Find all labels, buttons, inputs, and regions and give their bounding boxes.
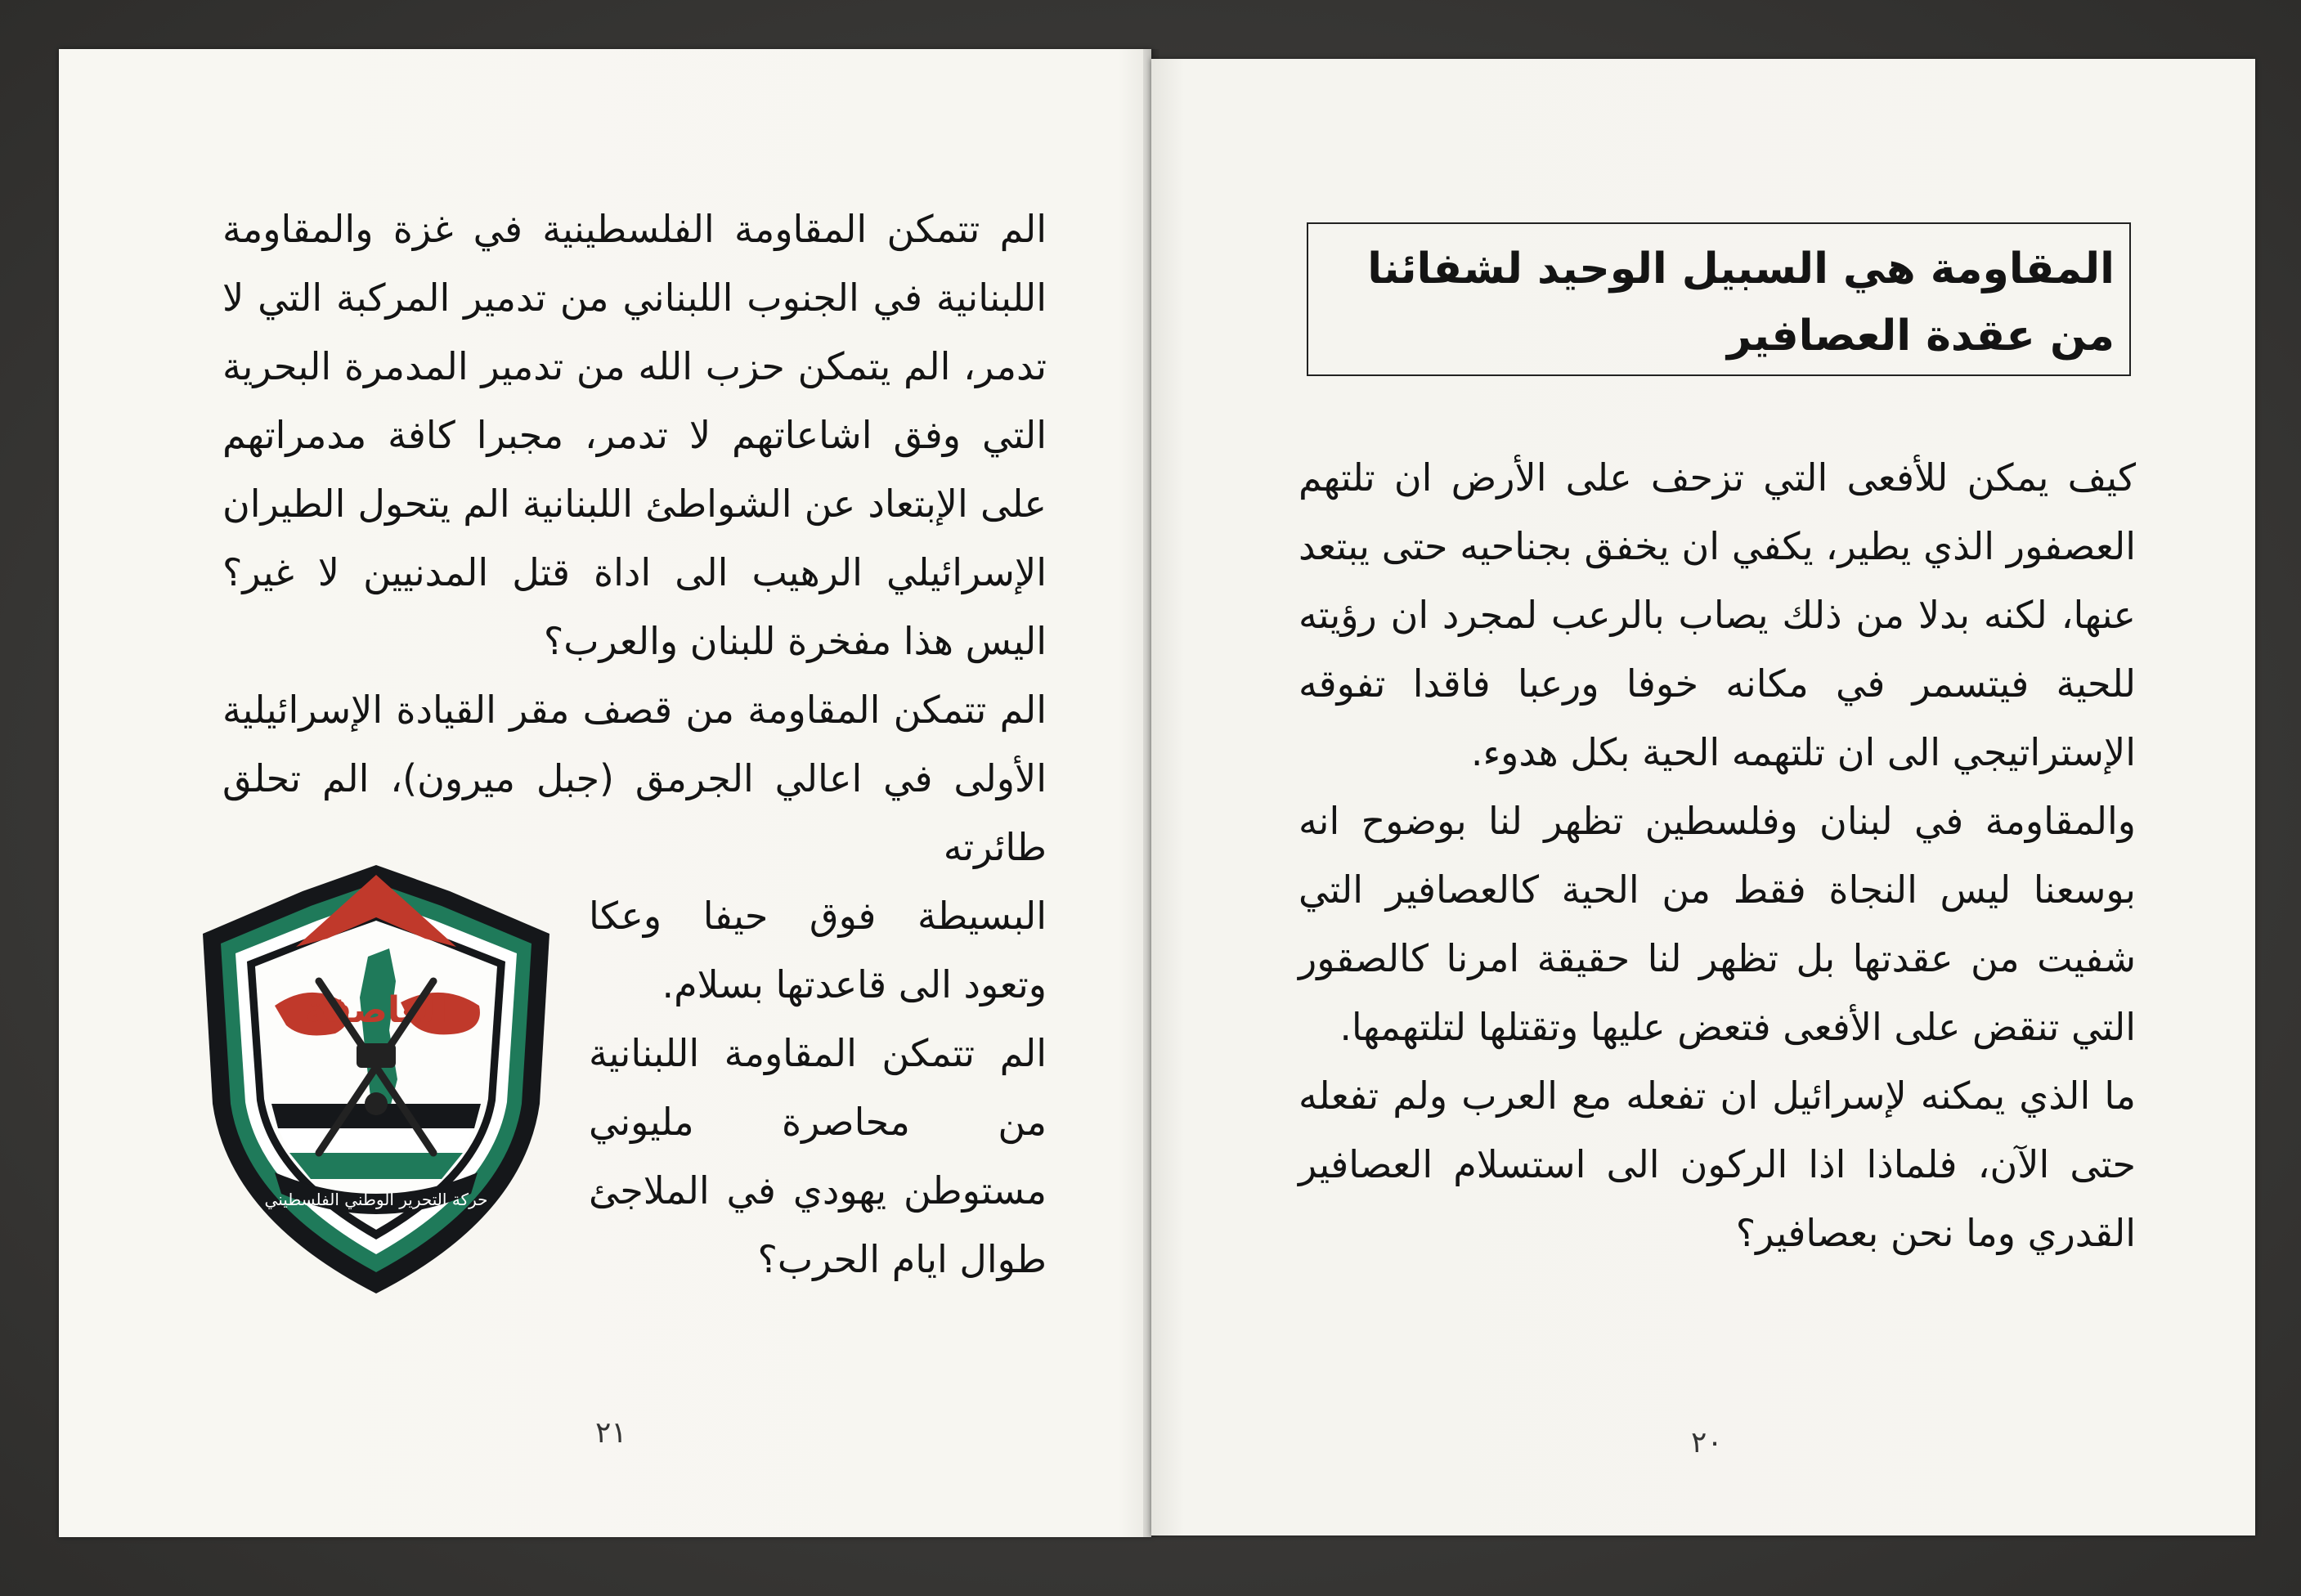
left-page-text-block xyxy=(222,195,1047,881)
right-paragraph-2: والمقاومة في لبنان وفلسطين تظهر لنا بوضوح انه بوسعنا ليس النجاة فقط من الحية كالعصافير التي شفيت من عقدتها بل تظهر لنا حقيقة امرنا كالصقور التي تنقض على الأفعى فتعض عليها وتقتلها لتلتهمها. xyxy=(1299,799,2136,1049)
left-paragraph-1: الم تتمكن المقاومة الفلسطينية في غزة والمقاومة اللبنانية في الجنوب اللبناني من تدمير المركبة التي لا تدمر، الم يتمكن حزب الله من تدمير المدمرة البحرية التي وفق اشاعاتهم لا تدمر، مجبرا كافة مدمراتهم على الإبتعاد عن الشواطئ اللبنانية الم يتحول الطيران الإسرائيلي الرهيب الى اداة قتل المدنيين لا غير؟ اليس هذا مفخرة للبنان والعرب؟ xyxy=(222,207,1047,663)
right-paragraph-3: ما الذي يمكنه لإسرائيل ان تفعله مع العرب ولم تفعله حتى الآن، فلماذا اذا الركون الى استسلام العصافير القدري وما نحن بعصافير؟ xyxy=(1299,1074,2136,1255)
left-paragraph-2: الم تتمكن المقاومة من قصف مقر القيادة الإسرائيلية الأولى في اعالي الجرمق (جبل ميرون)، الم تحلق طائرته xyxy=(222,688,1047,869)
page-number-21: ٢١ xyxy=(595,1416,627,1450)
left-paragraph-3: الم تتمكن المقاومة اللبنانية من محاصرة مليوني مستوطن يهودي في الملاجئ طوال ايام الحرب؟ xyxy=(589,1031,1047,1281)
left-paragraph-2-continued: البسيطة فوق حيفا وعكا وتعود الى قاعدتها بسلام. xyxy=(589,894,1047,1006)
emblem-top-text: العاصفة xyxy=(305,989,447,1031)
chapter-title-box xyxy=(1307,222,2131,376)
emblem-bottom-text: حركة التحرير الوطني الفلسطيني xyxy=(264,1190,488,1209)
chapter-title: المقاومة هي السبيل الوحيد لشفائنا من عقدة العصافير xyxy=(1367,244,2115,361)
asifa-emblem-icon xyxy=(196,859,556,1300)
page-20 xyxy=(1151,59,2255,1535)
left-page-text-beside-emblem xyxy=(589,881,1047,1293)
page-21 xyxy=(59,49,1151,1537)
right-page-text-block xyxy=(1299,443,2136,1267)
right-paragraph-1: كيف يمكن للأفعى التي تزحف على الأرض ان تلتهم العصفور الذي يطير، يكفي ان يخفق بجناحيه حتى يبتعد عنها، لكنه بدلا من ذلك يصاب بالرعب لمجرد ان رؤيته للحية فيتسمر في مكانه خوفا ورعبا فاقدا تفوقه الإستراتيجي الى ان تلتهمه الحية بكل هدوء. xyxy=(1299,455,2136,774)
page-number-20: ٢٠ xyxy=(1691,1426,1723,1459)
